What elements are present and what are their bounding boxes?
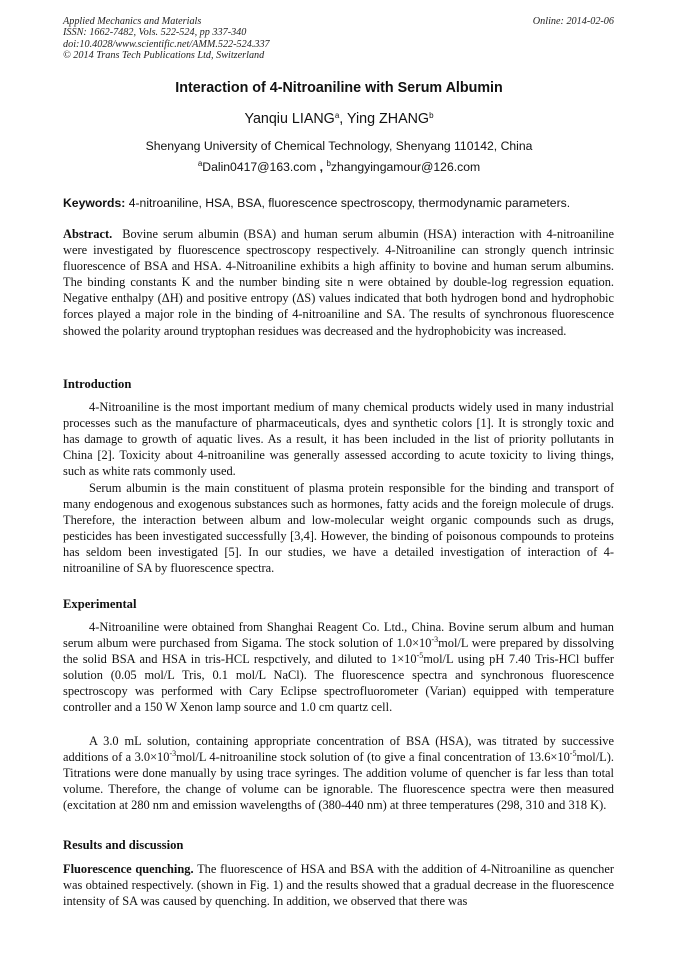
author-2-affil-mark: b xyxy=(429,111,434,120)
author-1-affil-mark: a xyxy=(334,111,340,120)
email-2[interactable]: zhangyingamour@126.com xyxy=(330,160,481,174)
email-2-mark: b xyxy=(326,159,331,168)
experimental-heading: Experimental xyxy=(63,597,137,611)
author-2: Ying ZHANG xyxy=(346,111,430,127)
exp-p1-exponent-1: -3 xyxy=(431,635,439,645)
affiliation: Shenyang University of Chemical Technology, Shenyang 110142, China xyxy=(145,139,533,153)
exp-p1-exponent-2: -5 xyxy=(416,651,424,661)
experimental-paragraph-1 xyxy=(63,619,614,716)
exp-p1-text-b: mol/L were prepared by dissolving the solid BSA and HSA in tris-HCL respctively, and diluted to 1×10 xyxy=(63,636,614,667)
paper-title: Interaction of 4-Nitroaniline with Serum Albumin xyxy=(175,80,503,96)
email-1[interactable]: Dalin0417@163.com xyxy=(202,160,317,174)
keywords-text: 4-nitroaniline, HSA, BSA, fluorescence spectroscopy, thermodynamic parameters. xyxy=(125,196,571,210)
journal-header xyxy=(63,16,270,62)
exp-p1-text-c: mol/L using pH 7.40 Tris-HCl buffer solution (0.05 mol/L Tris, 0.1 mol/L NaCl). The fluorescence spectra and synchronous fluorescence spectroscopy was performed with Cary Eclipse spectrofluorometer (Varian) equipped with temperature controller and a 150 W Xenon lamp source and 1.0 cm quartz cell. xyxy=(63,652,614,715)
email-separator: , xyxy=(316,160,327,174)
results-heading: Results and discussion xyxy=(63,838,184,852)
exp-p1-text-a: 4-Nitroaniline were obtained from Shanghai Reagent Co. Ltd., China. Bovine serum album and human serum album were purchased from Sigama. The stock solution of 1.0×10 xyxy=(63,620,614,651)
author-1: Yanqiu LIANG xyxy=(244,111,335,127)
author-line xyxy=(0,111,678,127)
exp-p2-text-c: mol/L). Titrations were done manually by using trace syringes. The addition volume of quencher is far less than total volume. Therefore, the change of volume can be ignorable. The fluorescence spectra were then measured (excitation at 280 nm and emission wavelengths of (380-440 nm) at three temperatures (298, 310 and 318 K). xyxy=(63,750,614,813)
copyright-line: © 2014 Trans Tech Publications Ltd, Switzerland xyxy=(63,50,265,62)
results-paragraph-1 xyxy=(63,861,614,909)
issn-line: ISSN: 1662-7482, Vols. 522-524, pp 337-340 xyxy=(63,27,247,39)
exp-p2-exponent-2: -5 xyxy=(569,749,577,759)
introduction-paragraph-2: Serum albumin is the main constituent of plasma protein responsible for the binding and transport of many endogenous and exogenous substances such as hormones, fatty acids and the foreign molecule of drugs. Therefore, the interaction between album and low-molecular weight organic compounds such as drugs, pesticides has been investigated successfully [3,4]. However, the binding of poisonous compounds to proteins has seldom been investigated [5]. In our studies, we have a detailed investigation of interaction of 4- nitroaniline of SA by fluorescence spectra. xyxy=(63,481,614,576)
keywords-label: Keywords: xyxy=(63,196,126,210)
experimental-paragraph-2 xyxy=(63,733,614,813)
email-1-mark: a xyxy=(197,159,203,168)
keywords xyxy=(63,196,623,210)
abstract-label: Abstract. xyxy=(63,227,113,241)
doi-line: doi:10.4028/www.scientific.net/AMM.522-524.337 xyxy=(63,38,270,50)
exp-p2-text-a: A 3.0 mL solution, containing appropriate concentration of BSA (HSA), was titrated by successive additions of a 3.0×10 xyxy=(63,734,614,765)
exp-p2-text-b: mol/L 4-nitroaniline stock solution of (to give a final concentration of 13.6×10 xyxy=(176,750,570,765)
email-line xyxy=(0,160,678,174)
introduction-heading: Introduction xyxy=(63,377,132,391)
abstract xyxy=(63,226,614,339)
exp-p2-exponent-1: -3 xyxy=(169,749,177,759)
online-date: Online: 2014-02-06 xyxy=(532,16,614,27)
journal-name: Applied Mechanics and Materials xyxy=(63,16,202,27)
introduction-paragraph-1: 4-Nitroaniline is the most important medium of many chemical products widely used in many industrial processes such as the manufacture of pharmaceuticals, dyes and synthetic colors [1]. It is strongly toxic and has damage to growth of aquatic lives. As a result, it has been included in the list of priority pollutants in China [2]. Toxicity about 4-nitroaniline was generally assessed according to acute toxicity to living things, such as white rats commonly used. xyxy=(63,400,614,479)
results-text: The fluorescence of HSA and BSA with the addition of 4-Nitroaniline as quencher was obtained respectively. (shown in Fig. 1) and the results showed that a gradual decrease in the fluorescence intensity of SA was caused by quenching. In addition, we observed that there was xyxy=(63,862,614,909)
fluorescence-quenching-runin: Fluorescence quenching. xyxy=(63,862,194,876)
abstract-text: Bovine serum albumin (BSA) and human serum albumin (HSA) interaction with 4-nitroaniline were investigated by fluorescence spectroscopy respectively. 4-Nitroaniline can strongly quench intrinsic fluorescence of BSA and HSA. 4-Nitroaniline exhibits a high affinity to bovine and human serum albumins. The binding constants K and the number binding site n were obtained by double-log regression equation. Negative enthalpy (ΔH) and positive entropy (ΔS) values indicated that both hydrogen bond and hydrophobic forces played a major role in the binding of 4-nitroaniline and SA. The results of synchronous fluorescence showed the polarity around tryptophan residues was decreased and the hydrophobicity was increased. xyxy=(63,227,614,338)
author-separator: , xyxy=(339,111,347,127)
